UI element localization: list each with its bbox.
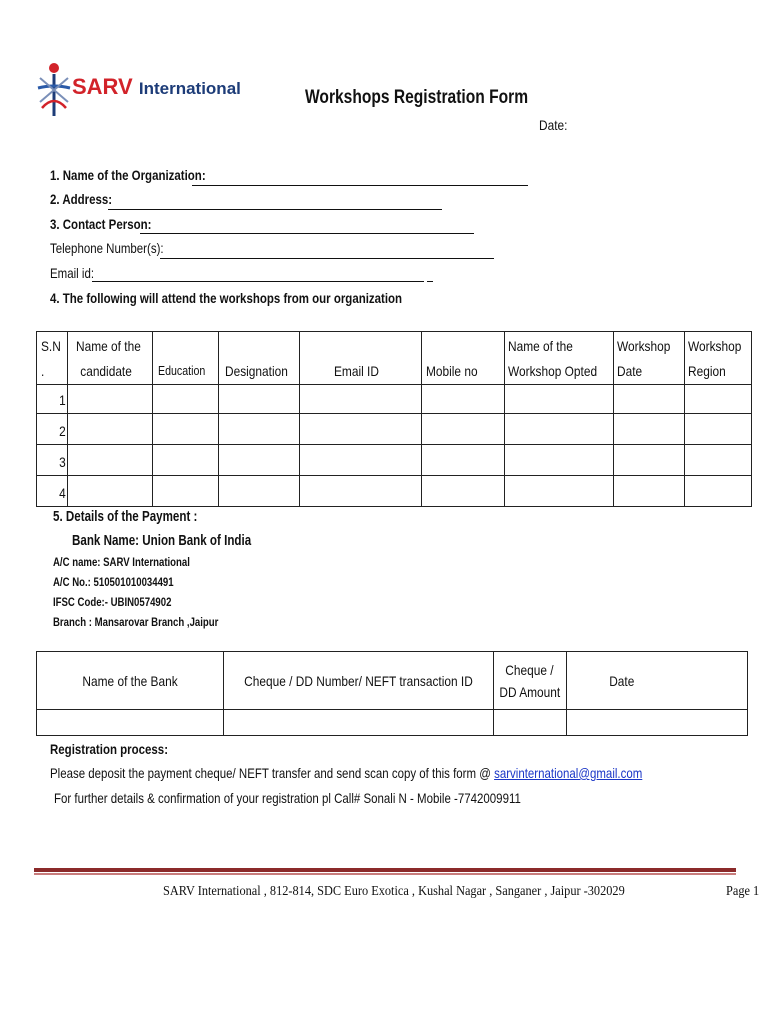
email-cell[interactable]	[299, 445, 422, 476]
org-name-label: 1. Name of the Organization:	[50, 167, 206, 183]
org-name-field[interactable]	[192, 185, 528, 186]
workshop-date-cell[interactable]	[613, 445, 685, 476]
mobile-cell[interactable]	[422, 445, 504, 476]
registration-heading: Registration process:	[50, 741, 169, 757]
candidate-name-cell[interactable]	[67, 476, 152, 507]
bank-name: Bank Name: Union Bank of India	[72, 533, 252, 549]
table-row	[37, 476, 752, 507]
mobile-cell[interactable]	[422, 476, 504, 507]
amount-header: Cheque / DD Amount	[493, 652, 566, 710]
candidate-name-cell[interactable]	[67, 385, 152, 414]
logo-star-icon	[34, 58, 74, 122]
footer-divider-shadow	[34, 873, 736, 875]
attendee-table	[36, 331, 752, 507]
footer-divider	[34, 868, 736, 872]
workshop-region-header: Workshop Region	[685, 332, 752, 385]
logo-brand: SARV	[72, 74, 133, 99]
payment-heading: 5. Details of the Payment :	[53, 509, 198, 525]
education-cell[interactable]	[153, 445, 219, 476]
table-row	[37, 414, 752, 445]
email-cell[interactable]	[299, 476, 422, 507]
education-cell[interactable]	[153, 476, 219, 507]
branch: Branch : Mansarovar Branch ,Jaipur	[53, 615, 219, 629]
attendee-header-row	[37, 332, 752, 385]
footer-address: SARV International , 812-814, SDC Euro Exotica , Kushal Nagar , Sanganer , Jaipur -302029	[163, 884, 625, 899]
email-cell[interactable]	[299, 414, 422, 445]
workshop-date-cell[interactable]	[613, 414, 685, 445]
candidate-name-cell[interactable]	[67, 445, 152, 476]
sarv-logo	[34, 58, 241, 122]
workshop-date-cell[interactable]	[613, 385, 685, 414]
table-row	[37, 710, 748, 736]
form-title: Workshops Registration Form	[305, 87, 529, 108]
row-number: 4	[37, 476, 68, 507]
table-row	[37, 385, 752, 414]
workshop-region-cell[interactable]	[685, 414, 752, 445]
workshop-opted-cell[interactable]	[504, 445, 613, 476]
education-cell[interactable]	[153, 385, 219, 414]
candidate-name-cell[interactable]	[67, 414, 152, 445]
row-number: 1	[37, 385, 68, 414]
contact-person-field[interactable]	[140, 233, 474, 234]
workshop-opted-header: Name of the Workshop Opted	[504, 332, 613, 385]
workshop-date-header: Workshop Date	[613, 332, 685, 385]
email-header: Email ID	[299, 332, 422, 385]
designation-cell[interactable]	[218, 476, 299, 507]
workshop-opted-cell[interactable]	[504, 476, 613, 507]
education-cell[interactable]	[153, 414, 219, 445]
designation-cell[interactable]	[218, 445, 299, 476]
cheque-number-cell[interactable]	[224, 710, 494, 736]
date-cell[interactable]	[566, 710, 747, 736]
date-label: Date:	[539, 117, 568, 133]
education-header: Education	[153, 332, 219, 385]
designation-cell[interactable]	[218, 385, 299, 414]
designation-cell[interactable]	[218, 414, 299, 445]
row-number: 2	[37, 414, 68, 445]
amount-cell[interactable]	[493, 710, 566, 736]
name-header: Name of the candidate	[67, 332, 152, 385]
address-label: 2. Address:	[50, 191, 113, 207]
workshop-opted-cell[interactable]	[504, 414, 613, 445]
email-field-tail	[427, 281, 433, 282]
account-name: A/C name: SARV International	[53, 555, 190, 569]
payment-table	[36, 651, 748, 736]
workshop-region-cell[interactable]	[685, 476, 752, 507]
date-header: Date	[566, 652, 747, 710]
designation-header: Designation	[218, 332, 299, 385]
registration-instructions: Please deposit the payment cheque/ NEFT transfer and send scan copy of this form @ sarvinternational@gmail.com	[50, 765, 643, 781]
email-field[interactable]	[92, 281, 424, 282]
workshop-region-cell[interactable]	[685, 385, 752, 414]
telephone-label: Telephone Number(s):	[50, 240, 164, 256]
workshop-opted-cell[interactable]	[504, 385, 613, 414]
workshop-date-cell[interactable]	[613, 476, 685, 507]
cheque-number-header: Cheque / DD Number/ NEFT transaction ID	[224, 652, 494, 710]
contact-details: For further details & confirmation of your registration pl Call# Sonali N - Mobile -7742009911	[54, 790, 521, 806]
row-number: 3	[37, 445, 68, 476]
mobile-cell[interactable]	[422, 385, 504, 414]
table-row	[37, 445, 752, 476]
bank-name-header: Name of the Bank	[37, 652, 224, 710]
sn-header: S.N .	[37, 332, 68, 385]
ifsc-code: IFSC Code:- UBIN0574902	[53, 595, 172, 609]
attendees-label: 4. The following will attend the workshops from our organization	[50, 290, 403, 306]
payment-header-row	[37, 652, 748, 710]
contact-person-label: 3. Contact Person:	[50, 216, 152, 232]
logo-text	[72, 74, 241, 100]
email-label: Email id:	[50, 265, 95, 281]
telephone-field[interactable]	[160, 258, 494, 259]
account-number: A/C No.: 510501010034491	[53, 575, 174, 589]
mobile-header: Mobile no	[422, 332, 504, 385]
page-number: Page 1	[726, 884, 760, 899]
email-link[interactable]: sarvinternational@gmail.com	[494, 765, 643, 781]
address-field[interactable]	[108, 209, 442, 210]
bank-name-cell[interactable]	[37, 710, 224, 736]
mobile-cell[interactable]	[422, 414, 504, 445]
workshop-region-cell[interactable]	[685, 445, 752, 476]
logo-suffix: International	[138, 79, 241, 98]
email-cell[interactable]	[299, 385, 422, 414]
